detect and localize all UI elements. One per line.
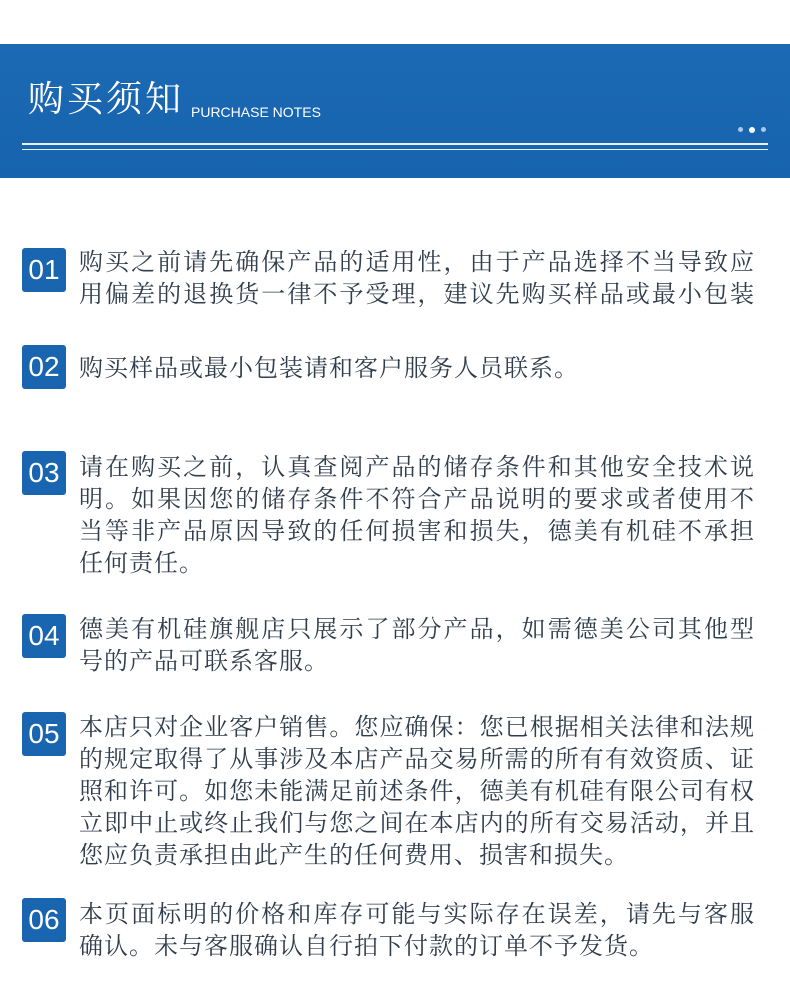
note-text [79,613,755,677]
note-text-line: 号的产品可联系客服。 [79,647,329,675]
note-text-line: 购买之前请先确保产品的适用性，由于产品选择不当导致应 [79,248,754,276]
note-text-line: 明。如果因您的储存条件不符合产品说明的要求或者使用不 [79,485,754,513]
dot-active-icon [749,127,755,133]
note-text-line: 当等非产品原因导致的任何损害和损失，德美有机硅不承担 [79,517,754,545]
note-number-badge: 04 [22,614,66,658]
header-banner [0,44,790,178]
note-number-badge: 01 [22,248,66,292]
note-text-line: 立即中止或终止我们与您之间在本店内的所有交易活动，并且 [79,809,754,837]
note-text-line: 购买样品或最小包装请和客户服务人员联系。 [79,354,579,382]
note-number-badge: 05 [22,712,66,756]
note-text-line: 德美有机硅旗舰店只展示了部分产品，如需德美公司其他型 [79,615,754,643]
page-subtitle: PURCHASE NOTES [191,104,321,120]
note-text [79,898,755,962]
dot-icon [761,127,766,132]
note-text-line: 本店只对企业客户销售。您应确保：您已根据相关法律和法规 [79,713,754,741]
note-number-badge: 03 [22,451,66,495]
note-number-badge: 02 [22,345,66,389]
note-text [79,352,755,384]
note-text [79,711,755,871]
note-text-line: 请在购买之前，认真查阅产品的储存条件和其他安全技术说 [79,453,754,481]
note-text [79,246,755,310]
note-text [79,451,755,579]
note-text-line: 用偏差的退换货一律不予受理，建议先购买样品或最小包装 [79,280,754,308]
note-text-line: 任何责任。 [79,549,204,577]
note-text-line: 照和许可。如您未能满足前述条件，德美有机硅有限公司有权 [79,777,754,805]
note-text-line: 您应负责承担由此产生的任何费用、损害和损失。 [79,841,629,869]
note-text-line: 本页面标明的价格和库存可能与实际存在误差，请先与客服 [79,900,754,928]
note-text-line: 确认。未与客服确认自行拍下付款的订单不予发货。 [79,932,654,960]
divider-line [22,149,768,150]
divider-line [22,143,768,145]
dot-icon [738,127,743,132]
page-title: 购买须知 [28,79,185,120]
note-number-badge: 06 [22,898,66,942]
pagination-dots-icon [737,127,769,133]
note-text-line: 的规定取得了从事涉及本店产品交易所需的所有有效资质、证 [79,745,754,773]
